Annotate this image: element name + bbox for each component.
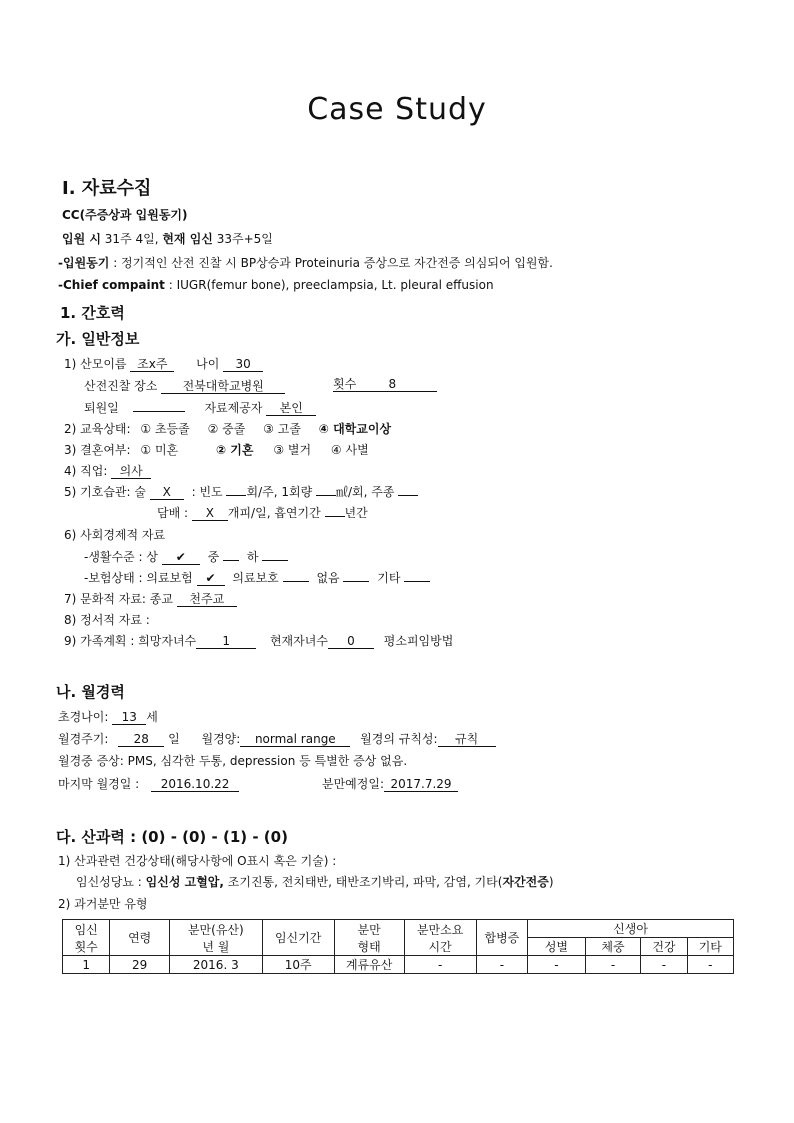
admission-reason-line: [58, 254, 553, 271]
insurance-option-3-blank: [343, 581, 369, 582]
discharge-value: [133, 411, 185, 412]
education-line: [64, 420, 391, 437]
culture-label: 7) 문화적 자료: 종교: [64, 592, 173, 606]
insurance-option-3: 없음: [316, 571, 340, 585]
smoke-label: 담배 :: [157, 506, 189, 520]
table-header-row: [63, 920, 734, 938]
age-label: 나이: [196, 357, 220, 371]
header-delivery-type: [334, 920, 404, 956]
edu-option-4: ④ 대학교이상: [318, 422, 392, 436]
alcohol-amount-blank: [316, 495, 336, 496]
living-line: [84, 548, 288, 565]
alcohol-type-blank: [398, 495, 418, 496]
edu-option-1: ① 초등졸: [140, 422, 190, 436]
lmp-value: 2016.10.22: [151, 778, 239, 792]
cycle-line: [58, 730, 496, 747]
marriage-option-1: ① 미혼: [140, 443, 179, 457]
insurance-option-2-blank: [283, 581, 309, 582]
habit-label: 5) 기호습관: 술: [64, 485, 146, 499]
table-cell: -: [528, 956, 586, 974]
insurance-check-icon: ✔: [197, 572, 225, 586]
discharge-line: [84, 399, 316, 416]
clinic-label: 산전진찰 장소: [84, 379, 158, 393]
header-labor-time: [404, 920, 476, 956]
table-cell: 계류유산: [334, 956, 404, 974]
marriage-option-2: ② 기혼: [215, 443, 254, 457]
edc-value: 2017.7.29: [384, 778, 458, 792]
habit-line: [64, 483, 418, 500]
amount-value: normal range: [240, 733, 350, 747]
pregnancy-close: ): [548, 875, 554, 889]
header-delivery-date: [170, 920, 263, 956]
chief-text: : IUGR(femur bone), preeclampsia, Lt. pleural effusion: [168, 278, 494, 292]
header-time-line2: 시간: [428, 939, 452, 954]
living-mid-blank: [223, 560, 239, 561]
menarche-line: [58, 708, 158, 725]
table-cell: 10주: [262, 956, 334, 974]
header-time-line1: 분만소요: [416, 922, 464, 937]
marriage-line: [64, 441, 369, 458]
table-cell: -: [641, 956, 687, 974]
culture-line: [64, 590, 237, 607]
header-num-line2: 횟수: [74, 939, 98, 954]
smoke-line: [157, 504, 368, 521]
family-plan-label: 9) 가족계획 : 희망자녀수: [64, 634, 197, 648]
smoke-years-label: 년간: [344, 506, 368, 520]
cc-heading: CC(주증상과 입원동기): [62, 208, 188, 222]
living-low-blank: [262, 560, 288, 561]
education-label: 2) 교육상태:: [64, 422, 131, 436]
emotion-line: 8) 정서적 자료 :: [64, 613, 150, 627]
alcohol-value: X: [150, 486, 184, 500]
alcohol-frequency-label: : 빈도: [191, 485, 223, 499]
contraception-label: 평소피임방법: [383, 634, 454, 648]
table-cell: 1: [63, 956, 110, 974]
current-value: 33주+5일: [216, 232, 273, 246]
header-gestation-period: 임신기간: [262, 920, 334, 956]
visits-field: [333, 378, 437, 392]
cycle-unit: 일: [168, 732, 180, 746]
table-cell: -: [404, 956, 476, 974]
marriage-option-3: ③ 별거: [273, 443, 312, 457]
table-cell: 29: [110, 956, 170, 974]
discharge-label: 퇴원일: [84, 401, 119, 415]
job-label: 4) 직업:: [64, 464, 108, 478]
visits-value: 8: [388, 377, 397, 391]
insurance-option-4: 기타: [377, 571, 401, 585]
header-pregnancy-number: [63, 920, 110, 956]
admit-label: 입원 시: [62, 232, 101, 246]
header-etc: 기타: [687, 938, 733, 956]
section-heading-data-collection: Ⅰ. 자료수집: [62, 178, 152, 199]
mother-name: 조x주: [130, 358, 174, 372]
insurance-option-4-blank: [404, 581, 430, 582]
gdm-label: 임신성당뇨 :: [76, 875, 142, 889]
cycle-value: 28: [118, 733, 164, 747]
amount-label: 월경양:: [201, 732, 241, 746]
provider-value: 본인: [266, 402, 316, 416]
insurance-label: -보험상태 : 의료보험: [84, 571, 193, 585]
visits-label: 횟수: [333, 377, 357, 391]
regularity-label: 월경의 규칙성:: [360, 732, 438, 746]
menarche-unit: 세: [146, 710, 158, 724]
header-date-line2: 년 월: [202, 939, 230, 954]
provider-label: 자료제공자: [204, 401, 263, 415]
table-cell: -: [585, 956, 641, 974]
past-delivery-table: [62, 919, 734, 974]
job-line: [64, 462, 151, 479]
age-value: 30: [223, 358, 263, 372]
header-num-line1: 임신: [74, 922, 98, 937]
alcohol-type-label: ㎖/회, 주종: [336, 485, 395, 499]
menstrual-heading: 나. 월경력: [56, 683, 125, 701]
header-type-line1: 분만: [357, 922, 381, 937]
edu-option-2: ② 중졸: [207, 422, 246, 436]
clinic-line: [84, 377, 285, 394]
edu-option-3: ③ 고졸: [263, 422, 301, 436]
marriage-label: 3) 결혼여부:: [64, 443, 131, 457]
living-label: -생활수준 : 상: [84, 550, 158, 564]
reason-label: -입원동기: [58, 256, 110, 270]
pregnancy-conditions-text: 조기진통, 전치태반, 태반조기박리, 파막, 감염, 기타(: [227, 875, 503, 889]
mother-name-line: [64, 355, 263, 372]
cycle-label: 월경주기:: [58, 732, 109, 746]
admit-value: 31주 4일,: [104, 232, 159, 246]
alcohol-frequency-blank: [226, 495, 246, 496]
living-low-label: 하: [246, 550, 259, 564]
living-mid-label: 중: [207, 550, 220, 564]
marriage-option-4: ④ 사별: [330, 443, 369, 457]
menarche-value: 13: [112, 711, 146, 725]
wanted-children-value: 1: [196, 635, 256, 649]
religion-value: 천주교: [177, 593, 237, 607]
living-check-icon: ✔: [162, 551, 200, 565]
table-cell: 2016. 3: [170, 956, 263, 974]
family-plan-line: [64, 632, 453, 649]
general-info-heading: 가. 일반정보: [56, 330, 140, 348]
menstrual-symptom-line: 월경중 증상: PMS, 심각한 두통, depression 등 특별한 증상 없음.: [58, 754, 408, 768]
insurance-line: [84, 569, 430, 586]
chief-complaint-line: [58, 278, 494, 292]
header-health: 건강: [641, 938, 687, 956]
chief-label: -Chief compaint: [58, 278, 165, 292]
header-weight: 체중: [585, 938, 641, 956]
pregnancy-conditions-line: [76, 873, 554, 890]
pih-label: 임신성 고혈압,: [145, 875, 224, 889]
lmp-label: 마지막 월경일 :: [58, 777, 140, 791]
page-title: Case Study: [307, 92, 487, 127]
header-newborn: 신생아: [528, 920, 734, 938]
name-label: 1) 산모이름: [64, 357, 127, 371]
header-date-line1: 분만(유산): [187, 922, 244, 937]
table-cell: -: [476, 956, 527, 974]
alcohol-amount-label: 회/주, 1회량: [246, 485, 313, 499]
socio-heading: 6) 사회경제적 자료: [64, 528, 166, 542]
regularity-value: 규칙: [438, 733, 496, 747]
smoke-period-label: 개피/일, 흡연기간: [227, 506, 321, 520]
insurance-option-2: 의료보호: [232, 571, 279, 585]
table-row: [63, 956, 734, 974]
current-children-value: 0: [328, 635, 374, 649]
table-cell: -: [687, 956, 733, 974]
clinic-value: 전북대학교병원: [161, 380, 285, 394]
obstetric-heading: 다. 산과력 : (0) - (0) - (1) - (0): [56, 828, 288, 846]
menarche-label: 초경나이:: [58, 710, 109, 724]
pregnancy-other-value: 자간전증: [502, 875, 549, 889]
lmp-line: [58, 775, 239, 792]
admission-line: [62, 230, 273, 247]
past-delivery-label: 2) 과거분만 유형: [58, 897, 148, 911]
reason-text: : 정기적인 산전 진찰 시 BP상승과 Proteinuria 증상으로 자간전증 의심되어 입원함.: [113, 256, 553, 270]
header-age: 연령: [110, 920, 170, 956]
edc-line: [322, 775, 458, 792]
obstetric-health-label: 1) 산과관련 건강상태(해당사항에 O표시 혹은 기술) :: [58, 854, 337, 868]
visits-line: [333, 377, 437, 392]
current-label: 현재 임신: [162, 232, 213, 246]
header-sex: 성별: [528, 938, 586, 956]
edc-label: 분만예정일:: [322, 777, 385, 791]
smoke-period-blank: [325, 516, 345, 517]
header-type-line2: 형태: [357, 939, 381, 954]
smoke-value: X: [192, 507, 228, 521]
job-value: 의사: [111, 465, 151, 479]
current-children-label: 현재자녀수: [269, 634, 328, 648]
header-complication: 합병증: [476, 920, 527, 956]
nursing-history-heading: 1. 간호력: [60, 304, 125, 322]
